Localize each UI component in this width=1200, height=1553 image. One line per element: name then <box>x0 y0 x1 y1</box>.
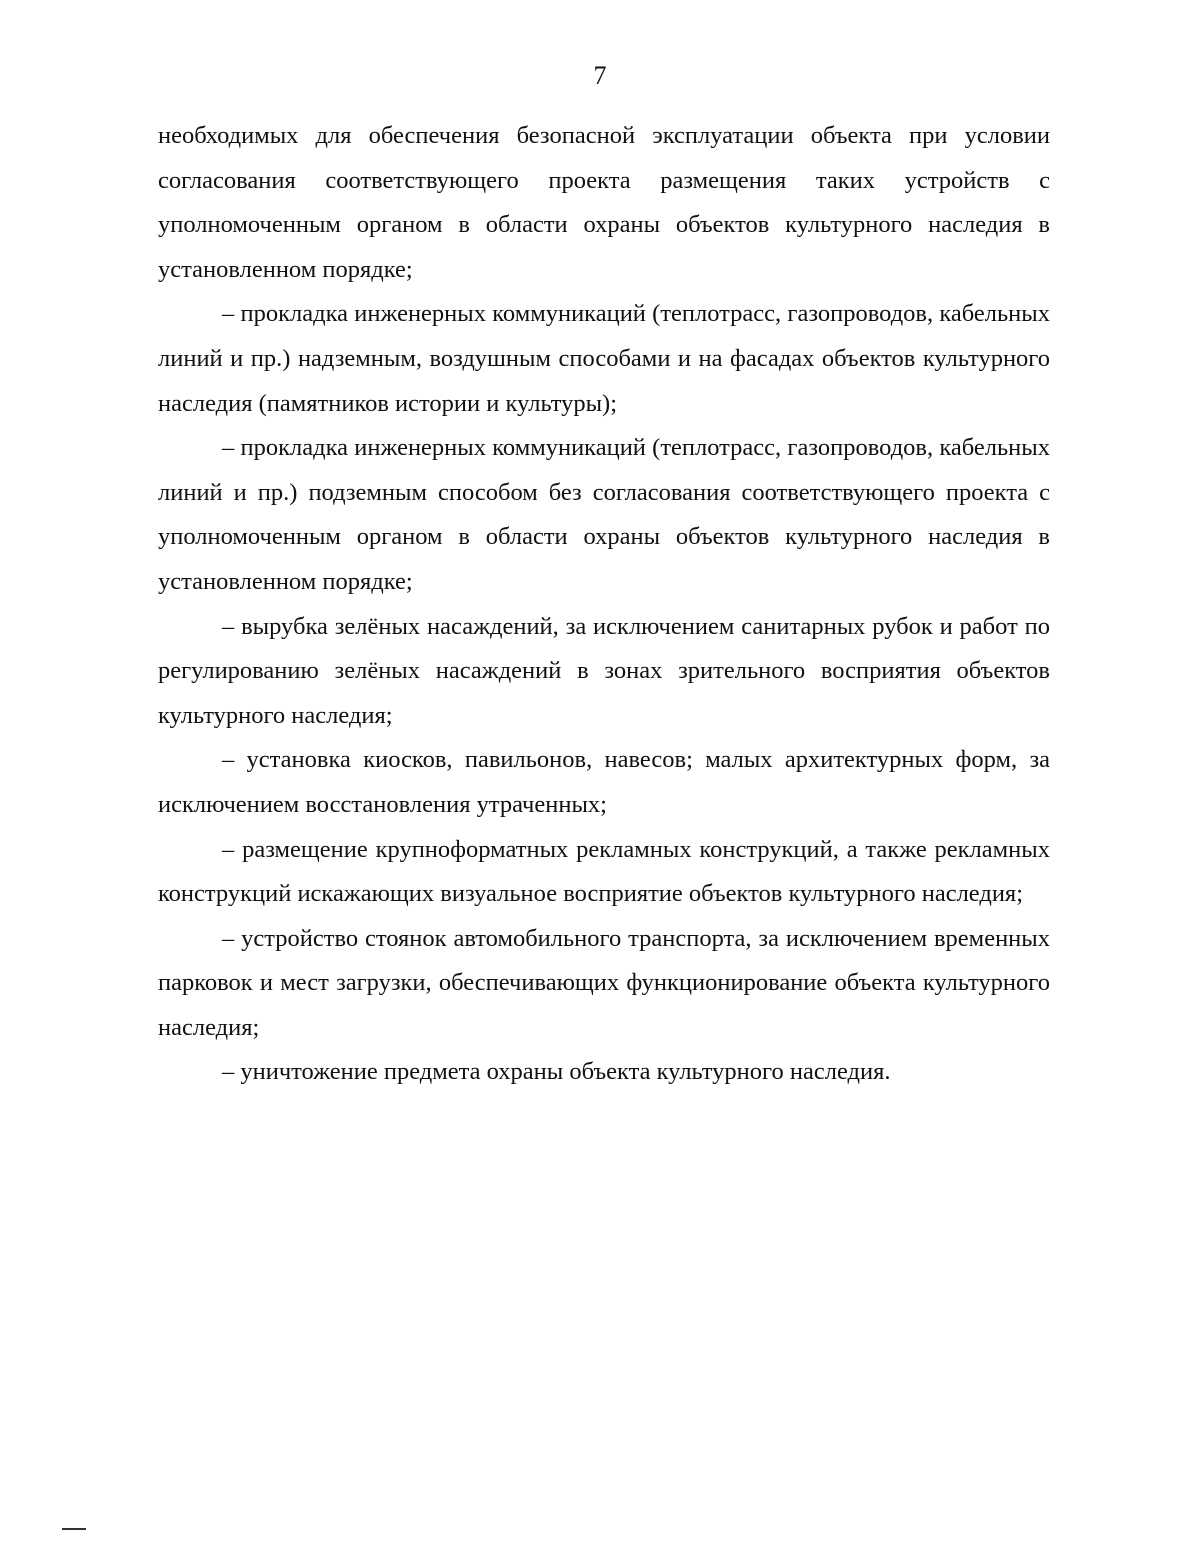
page-number: 7 <box>593 61 607 90</box>
list-item-destruction: – уничтожение предмета охраны объекта культурного наследия. <box>222 1058 891 1086</box>
list-item-advertising: – размещение крупноформатных рекламных конструкций, а также рекламных конструкций искажающих визуальное восприятие объектов культурного наследия; <box>158 835 1050 908</box>
document-body <box>158 114 1050 1095</box>
scan-mark <box>62 1528 86 1530</box>
list-item-parking: – устройство стоянок автомобильного транспорта, за исключением временных парковок и мест загрузки, обеспечивающих функционирование объекта культурного наследия; <box>158 924 1050 1041</box>
list-item-tree-felling: – вырубка зелёных насаждений, за исключением санитарных рубок и работ по регулированию зелёных насаждений в зонах зрительного восприятия объектов культурного наследия; <box>158 612 1050 729</box>
list-item-overground-utilities: – прокладка инженерных коммуникаций (теплотрасс, газопроводов, кабельных линий и пр.) надземным, воздушным способами и на фасадах объектов культурного наследия (памятников истории и культуры); <box>158 300 1050 417</box>
list-item-kiosks: – установка киосков, павильонов, навесов; малых архитектурных форм, за исключением восстановления утраченных; <box>158 746 1050 818</box>
paragraph-continuation: необходимых для обеспечения безопасной эксплуатации объекта при условии согласования соответствующего проекта размещения таких устройств с уполномоченным органом в области охраны объектов культурного наследия в установленном порядке; <box>158 122 1050 283</box>
list-item-underground-utilities: – прокладка инженерных коммуникаций (теплотрасс, газопроводов, кабельных линий и пр.) подземным способом без согласования соответствующего проекта с уполномоченным органом в области охраны объектов культурного наследия в установленном порядке; <box>158 434 1050 595</box>
